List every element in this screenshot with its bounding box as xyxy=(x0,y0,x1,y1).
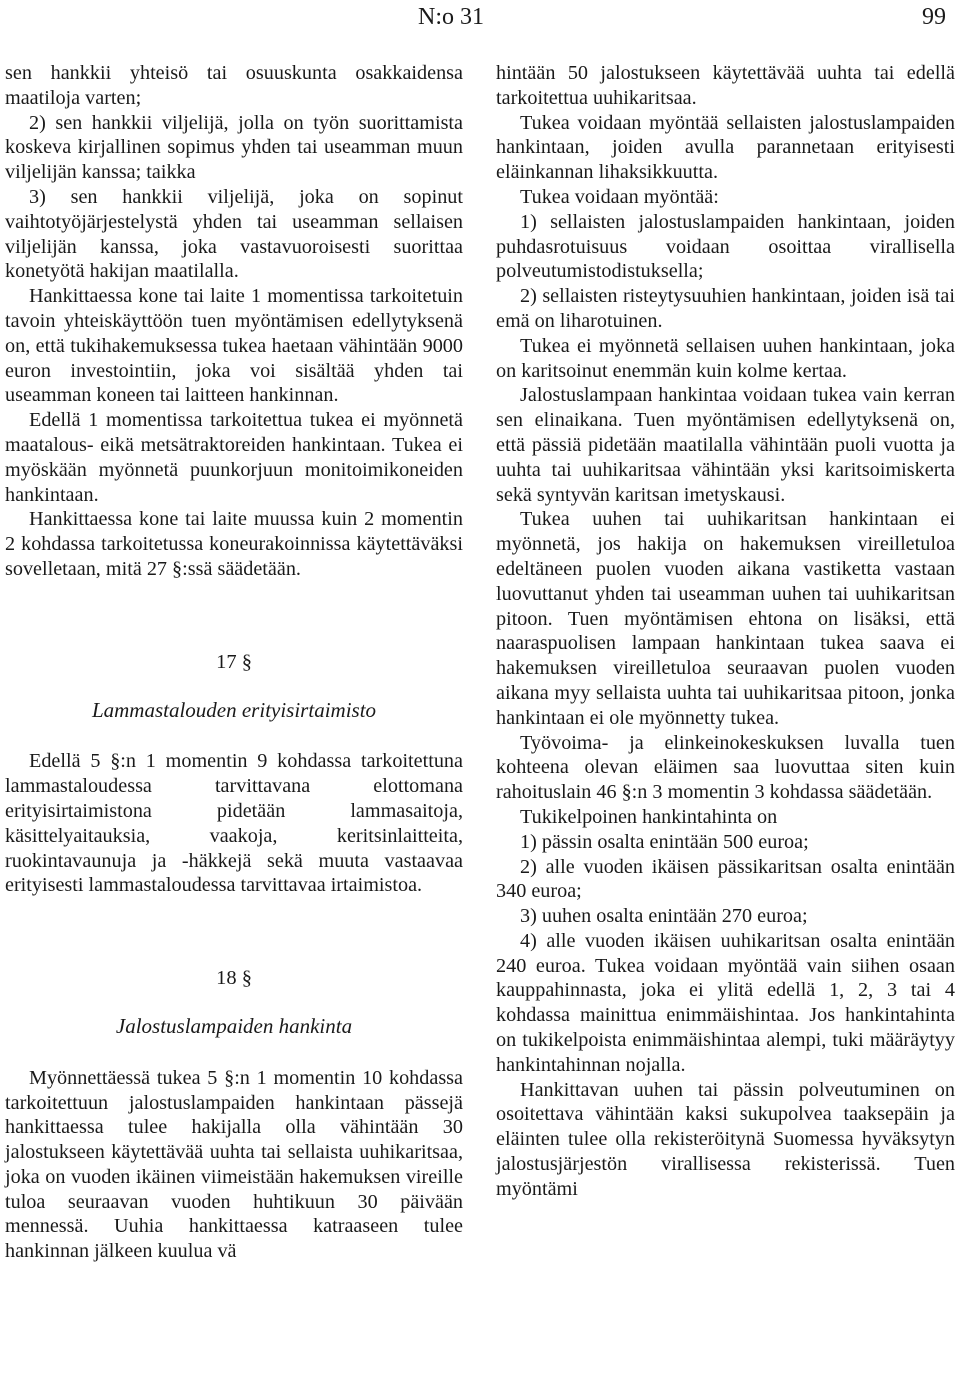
paragraph: 3) sen hankkii viljelijä, joka on sopinut vaihtotyöjärjestelystä yhden tai useamman sellaisen viljelijän kanssa, joka vastavuoroisesti suorittaa konetyötä hakijan maatilalla. xyxy=(5,185,463,283)
paragraph: 4) alle vuoden ikäisen uuhikaritsan osalta enintään 240 euroa. Tukea voidaan myöntää vain siihen osaan kauppahinnasta, joka ei ylitä edellä 1, 2, 3 tai 4 kohdassa mainittua enimmäishintaa. Jos hankintahinta on tukikelpoista enimmäishintaa alempi, tuki määräytyy hankintahinnan nojalla. xyxy=(496,929,955,1076)
paragraph: 1) sellaisten jalostuslampaiden hankintaan, joiden puhdasrotuisuus voidaan osoittaa virallisella polveutumistodistuksella; xyxy=(496,210,955,283)
paragraph: Tukea voidaan myöntää sellaisten jalostuslampaiden hankintaan, joiden avulla parannetaan erityisesti eläinkannan lihaksikkuutta. xyxy=(496,111,955,184)
paragraph: Työvoima- ja elinkeinokeskuksen luvalla tuen kohteena olevan eläimen saa luovuttaa siten kuin rahoituslain 46 §:n 3 momentin 3 kohdassa säädetään. xyxy=(496,731,955,804)
paragraph: 1) pässin osalta enintään 500 euroa; xyxy=(520,830,809,853)
paragraph: Hankittaessa kone tai laite 1 momentissa tarkoitetuin tavoin yhteiskäyttöön tuen myöntämisen edellytyksenä on, että tukihakemuksessa tukea haetaan vähintään 9000 euron investointiin, joka voi sisältää yhden tai useamman koneen tai laitteen hankinnan. xyxy=(5,285,463,407)
paragraph: Edellä 5 §:n 1 momentin 9 kohdassa tarkoitettuna lammastaloudessa tarvittavana elottomana erityisirtaimistona pidetään lammasaitoja, käsittelyaitauksia, vaakoja, keritsinlaitteita, ruokintavaunuja ja -häkkejä sekä muuta vastaavaa erityisesti lammastaloudessa tarvittavaa irtaimistoa. xyxy=(5,750,463,897)
page-number: 99 xyxy=(922,4,946,30)
issue-number: N:o 31 xyxy=(418,4,484,30)
paragraph: Tukikelpoinen hankintahinta on xyxy=(520,805,778,828)
section-number: 17 § xyxy=(216,650,252,673)
paragraph: Myönnettäessä tukea 5 §:n 1 momentin 10 kohdassa tarkoitettuun jalostuslampaiden hankintaan pässejä hankittaessa tulee hakijalla olla vähintään 30 jalostukseen käytettävää uuhta tai sellaista uuhikaritsaa, joka on vuoden ikäinen viimeistään hakemuksen vireille tuloa seuraavan vuoden huhtikuun 30 päivään mennessä. Uuhia hankittaessa katraaseen tulee hankinnan jälkeen kuulua vä xyxy=(5,1066,463,1263)
paragraph: 2) alle vuoden ikäisen pässikaritsan osalta enintään 340 euroa; xyxy=(496,855,955,903)
page-header xyxy=(0,0,960,40)
paragraph: hintään 50 jalostukseen käytettävää uuhta tai edellä tarkoitettua uuhikaritsaa. xyxy=(496,62,955,109)
paragraph: 3) uuhen osalta enintään 270 euroa; xyxy=(520,905,808,928)
paragraph: Jalostuslampaan hankintaa voidaan tukea vain kerran sen elinaikana. Tuen myöntämisen edellytyksenä on, että pässiä pidetään maatilalla vähintään puoli vuotta ja uuhta tai uuhikaritsaa vähintään yksi karitsoimiskerta sekä syntyvän karitsan imetyskausi. xyxy=(496,384,955,506)
paragraph: sen hankkii yhteisö tai osuuskunta osakkaidensa maatiloja varten; xyxy=(5,62,463,109)
paragraph: Hankittaessa kone tai laite muussa kuin 2 momentin 2 kohdassa tarkoitetussa koneurakoinnissa käytettäväksi sovelletaan, mitä 27 §:ssä säädetään. xyxy=(5,508,463,580)
paragraph: 2) sen hankkii viljelijä, jolla on työn suorittamista koskeva kirjallinen sopimus yhden tai useamman muun viljelijän kanssa; taikka xyxy=(5,111,463,184)
section-title: Jalostuslampaiden hankinta xyxy=(115,1013,353,1038)
section-number: 18 § xyxy=(216,967,252,990)
paragraph: Tukea uuhen tai uuhikaritsan hankintaan ei myönnetä, jos hakija on hakemuksen vireilletuloa edeltäneen puolen vuoden aikana vastiketta vastaan luovuttanut yhden tai useamman uuhen tai uuhikaritsan pitoon. Tuen myöntämisen ehtona on lisäksi, että naaraspuolisen lampaan hankintaan tukea saava ei hakemuksen vireilletuloa seuraavan puolen vuoden aikana myy sellaista uuhta tai uuhikaritsaa pitoon, jonka hankintaan ei ole myönnetty tukea. xyxy=(496,508,955,729)
paragraph: Edellä 1 momentissa tarkoitettua tukea ei myönnetä maatalous- eikä metsätraktoreiden hankintaan. Tukea ei myöskään myönnetä puunkorjuun monitoimikoneiden hankintaan. xyxy=(5,409,463,506)
paragraph: 2) sellaisten risteytysuuhien hankintaan, joiden isä tai emä on liharotuinen. xyxy=(496,285,955,332)
paragraph: Tukea voidaan myöntää: xyxy=(520,185,719,208)
left-column xyxy=(5,61,463,1264)
paragraph: Tukea ei myönnetä sellaisen uuhen hankintaan, joka on karitsoinut enemmän kuin kolme kertaa. xyxy=(496,334,955,382)
paragraph: Hankittavan uuhen tai pässin polveutuminen on osoitettava vähintään kaksi sukupolvea taaksepäin ja eläinten tulee olla rekisteröitynä Suomessa hyväksytyn jalostusjärjestön virallisessa rekisterissä. Tuen myöntämi xyxy=(496,1078,955,1200)
section-title: Lammastalouden erityisirtaimisto xyxy=(91,697,377,722)
right-column xyxy=(496,61,955,1202)
